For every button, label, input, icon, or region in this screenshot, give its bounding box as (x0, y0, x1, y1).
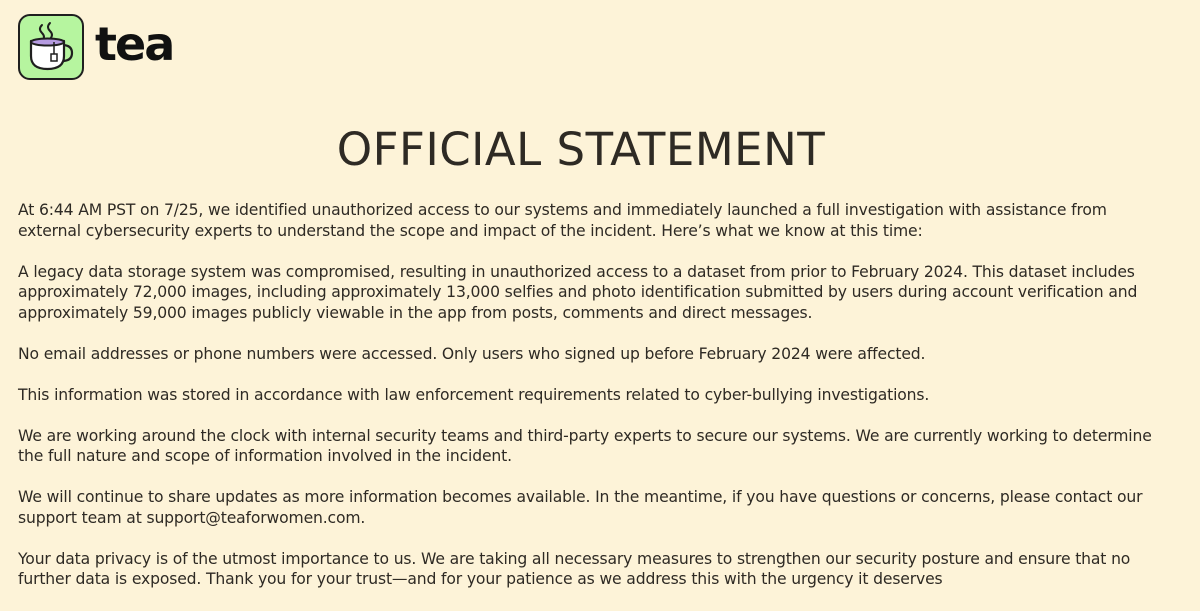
statement-paragraph: No email addresses or phone numbers were accessed. Only users who signed up before February 2024 were affected. (18, 344, 926, 363)
statement-body (18, 200, 1158, 610)
statement-paragraph: We are working around the clock with internal security teams and third-party experts to secure our systems. We are currently working to determine the full nature and scope of information involved in the incident. (18, 426, 1152, 465)
statement-paragraph: We will continue to share updates as more information becomes available. In the meantime, if you have questions or concerns, please contact our support team at support@teaforwomen.com. (18, 488, 1143, 527)
statement-paragraph: A legacy data storage system was compromised, resulting in unauthorized access to a dataset from prior to February 2024. This dataset includes approximately 72,000 images, including approximately 13,000 selfies and photo identification submitted by users during account verification and approximately 59,000 images publicly viewable in the app from posts, comments and direct messages. (18, 262, 1138, 322)
statement-title: OFFICIAL STATEMENT (336, 123, 826, 176)
statement-paragraph: Your data privacy is of the utmost importance to us. We are taking all necessary measures to strengthen our security posture and ensure that no further data is exposed. Thank you for your trust—and for your patience as we address this with the urgency it deserves (18, 549, 1131, 588)
statement-paragraph: This information was stored in accordance with law enforcement requirements related to cyber-bullying investigations. (18, 385, 930, 404)
brand-header (18, 14, 173, 80)
teacup-icon (18, 14, 84, 80)
statement-paragraph: At 6:44 AM PST on 7/25, we identified unauthorized access to our systems and immediately launched a full investigation with assistance from external cybersecurity experts to understand the scope and impact of the incident. Here’s what we know at this time: (18, 201, 1107, 240)
brand-wordmark: tea (95, 17, 174, 71)
